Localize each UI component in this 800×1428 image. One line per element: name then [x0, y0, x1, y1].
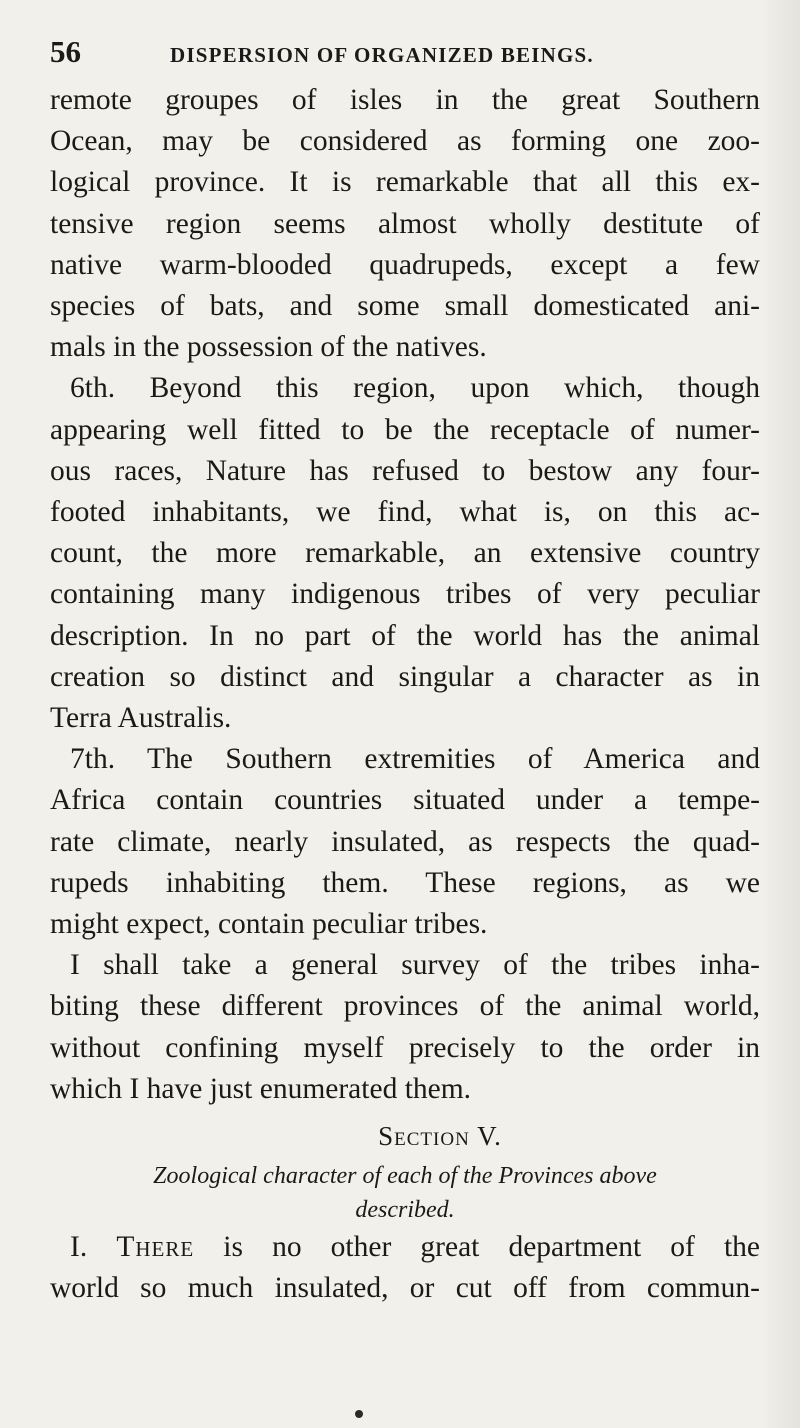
section-heading: Section V.: [378, 1121, 502, 1152]
text-line: count, the more remarkable, an extensive country: [50, 537, 760, 570]
page-number: 56: [50, 34, 81, 69]
text-line: description. In no part of the world has the animal: [50, 619, 760, 652]
text-line: biting these different provinces of the animal world,: [50, 990, 760, 1023]
text-line: mals in the possession of the natives.: [50, 331, 487, 364]
text-line: Terra Australis.: [50, 702, 232, 735]
text-line: Africa contain countries situated under a tempe-: [50, 784, 760, 817]
text-line: rupeds inhabiting them. These regions, as we: [50, 866, 760, 899]
text-line: remote groupes of isles in the great Southern: [50, 84, 760, 116]
page-header: [50, 34, 760, 74]
text-fragment: is no other great department of the: [194, 1231, 760, 1264]
text-line: which I have just enumerated them.: [50, 1072, 472, 1105]
text-line: footed inhabitants, we find, what is, on this ac-: [50, 496, 760, 529]
running-title: DISPERSION OF ORGANIZED BEINGS.: [170, 43, 594, 67]
page-mark: [355, 1410, 363, 1418]
section-subtitle: Zoological character of each of the Provinces above: [153, 1163, 657, 1190]
text-line: world so much insulated, or cut off from commun-: [50, 1272, 760, 1305]
text-line: 7th. The Southern extremities of America and: [70, 743, 760, 776]
text-line: [50, 1227, 760, 1268]
small-caps-word: There: [116, 1231, 195, 1264]
text-line: I shall take a general survey of the tribes inha-: [70, 949, 760, 982]
body-text: [50, 80, 760, 1310]
text-line: ous races, Nature has refused to bestow any four-: [50, 454, 760, 487]
text-line: logical province. It is remarkable that all this ex-: [50, 166, 760, 199]
text-line: might expect, contain peculiar tribes.: [50, 908, 488, 941]
text-line: 6th. Beyond this region, upon which, though: [70, 372, 760, 405]
text-line: rate climate, nearly insulated, as respects the quad-: [50, 825, 760, 858]
section-subtitle: described.: [355, 1197, 455, 1224]
text-line: without confining myself precisely to the order in: [50, 1031, 760, 1064]
section-numeral: I.: [70, 1231, 88, 1264]
text-line: Ocean, may be considered as forming one zoo-: [50, 125, 760, 158]
text-line: creation so distinct and singular a character as in: [50, 660, 760, 693]
text-line: species of bats, and some small domesticated ani-: [50, 290, 760, 323]
gutter-shadow: [760, 0, 800, 1428]
text-line: containing many indigenous tribes of very peculiar: [50, 578, 760, 611]
text-line: native warm-blooded quadrupeds, except a few: [50, 248, 760, 281]
text-line: tensive region seems almost wholly destitute of: [50, 207, 760, 240]
text-line: appearing well fitted to be the receptacle of numer-: [50, 413, 760, 446]
